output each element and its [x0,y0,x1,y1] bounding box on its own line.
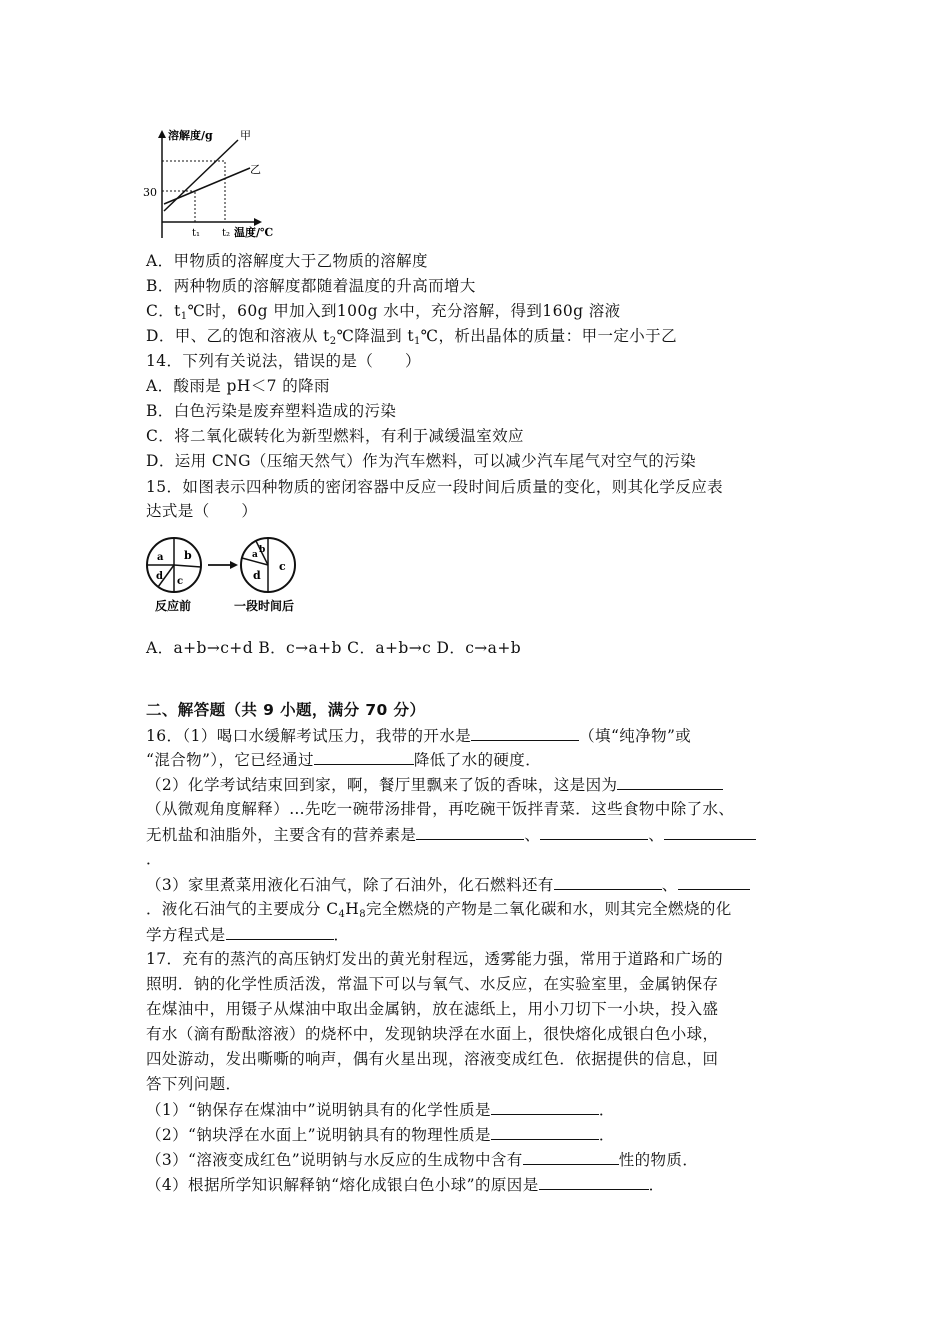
q16-l9-tail: ． [333,926,350,944]
solubility-graph [140,126,290,246]
q16-line3 [146,773,723,796]
q16-blank-9[interactable] [226,923,334,940]
q13-option-c [146,300,621,328]
q16-line4: （从微观角度解释）…先吃一碗带汤排骨，再吃碗干饭拌青菜．这些食物中除了水、 [146,800,735,818]
q13-option-d-mid: ℃降温到 t [336,327,414,345]
q16-line7 [146,873,750,896]
pie-before-c: c [177,576,184,587]
q13-option-c-post: ℃时，60g 甲加入到100g 水中，充分溶解，得到160g 溶液 [187,302,621,320]
y-axis-label: 溶解度/g [168,129,213,142]
x-axis-label: 温度/℃ [234,226,274,239]
q17-s1-end: ． [598,1101,615,1119]
q16-line8 [146,898,732,926]
q16-l1-text: 16．（1）喝口水缓解考试压力，我带的开水是 [146,727,472,745]
q16-blank-3[interactable] [617,773,723,790]
pie-after-b: b [259,545,266,555]
q16-line5 [146,823,756,846]
q14-option-a: A．酸雨是 pH＜7 的降雨 [146,377,330,395]
q16-line6: ． [146,850,162,868]
q15-stem-line2: 达式是（ ） [146,502,258,520]
pie-before-a: a [157,552,164,563]
q16-l9-text: 学方程式是 [146,926,226,944]
q16-l2-text: “混合物”），它已经通过 [146,751,314,769]
q13-option-d-sub1: 2 [329,336,337,347]
q17-s2-end: ． [598,1126,615,1144]
pie-after-c: c [279,560,286,573]
y-tick-30: 30 [143,186,157,199]
q17-s3-tail: 性的物质． [618,1151,699,1169]
q16-sep-3: 、 [661,876,678,894]
pie-after-caption: 一段时间后 [234,599,295,613]
x-tick-t2: t₂ [222,228,231,239]
q15-pie-figure [144,533,314,615]
pie-before-b: b [184,549,192,562]
pie-before-d: d [156,571,163,582]
q13-option-c-sub: 1 [180,311,188,322]
q13-option-d-pre: D．甲、乙的饱和溶液从 t [146,327,330,345]
q17-s4-text: （4）根据所学知识解释钠“熔化成银白色小球”的原因是 [146,1176,539,1194]
q16-blank-1[interactable] [471,724,579,741]
q17-blank-2[interactable] [491,1123,599,1140]
q16-l8-sub2: 8 [359,909,366,920]
q16-blank-5[interactable] [540,823,648,840]
q17-sub-1 [146,1098,615,1121]
q16-l3-text: （2）化学考试结束回到家，啊，餐厅里飘来了饭的香味，这是因为 [146,776,618,794]
q16-blank-8[interactable] [678,873,750,890]
q13-option-d-sub2: 1 [413,336,421,347]
q16-line1 [146,724,691,747]
q16-sep-1: 、 [524,826,541,844]
q16-blank-2[interactable] [314,748,414,765]
q17-blank-1[interactable] [491,1098,599,1115]
q14-option-d: D．运用 CNG（压缩天然气）作为汽车燃料，可以减少汽车尾气对空气的污染 [146,452,697,470]
q17-para-6: 答下列问题． [146,1075,242,1093]
q17-para-1: 17．充有的蒸汽的高压钠灯发出的黄光射程远，透雾能力强，常用于道路和广场的 [146,950,724,968]
q13-option-d-post: ℃，析出晶体的质量：甲一定小于乙 [420,327,677,345]
q17-sub-3 [146,1148,698,1171]
q13-option-c-pre: C．t [146,302,181,320]
q13-option-b: B．两种物质的溶解度都随着温度的升高而增大 [146,277,476,295]
q17-blank-3[interactable] [523,1148,619,1165]
q16-l8-h: H [345,900,360,918]
pie-after-a: a [252,550,258,560]
curve-b [164,168,250,204]
q14-stem: 14．下列有关说法，错误的是（ ） [146,352,421,370]
q17-s1-text: （1）“钠保存在煤油中”说明钠具有的化学性质是 [146,1101,491,1119]
q15-stem-line1: 15．如图表示四种物质的密闭容器中反应一段时间后质量的变化，则其化学反应表 [146,478,724,496]
q17-blank-4[interactable] [539,1173,649,1190]
q16-blank-7[interactable] [554,873,662,890]
q17-s4-end: ． [648,1176,665,1194]
q16-l8-text: ．液化石油气的主要成分 C [146,900,339,918]
x-axis-arrow-icon [254,218,262,226]
q16-l8-sub1: 4 [338,909,346,920]
arrow-head-icon [230,561,238,569]
series-a-label: 甲 [240,129,251,142]
pie-before-caption: 反应前 [155,599,192,613]
pie-after-d: d [253,569,261,582]
series-b-label: 乙 [250,163,261,176]
q16-l7-text: （3）家里煮菜用液化石油气，除了石油外，化石燃料还有 [146,876,554,894]
q16-l2-tail: 降低了水的硬度． [413,751,542,769]
q16-sep-2: 、 [648,826,665,844]
q14-option-c: C．将二氧化碳转化为新型燃料，有利于减缓温室效应 [146,427,524,445]
q16-l8-tail: 完全燃烧的产物是二氧化碳和水，则其完全燃烧的化 [365,900,732,918]
q17-s2-text: （2）“钠块浮在水面上”说明钠具有的物理性质是 [146,1126,491,1144]
q17-para-2: 照明．钠的化学性质活泼，常温下可以与氧气、水反应，在实验室里，金属钠保存 [146,975,719,993]
q16-blank-6[interactable] [664,823,756,840]
y-axis-arrow-icon [158,130,166,138]
q16-blank-4[interactable] [416,823,524,840]
q13-option-d [146,325,677,353]
section2-title: 二、解答题（共 9 小题，满分 70 分） [146,701,426,719]
q17-s3-text: （3）“溶液变成红色”说明钠与水反应的生成物中含有 [146,1151,523,1169]
q17-para-3: 在煤油中，用镊子从煤油中取出金属钠，放在滤纸上，用小刀切下一小块，投入盛 [146,1000,719,1018]
x-tick-t1: t₁ [192,228,201,239]
curve-a [164,140,238,211]
q17-sub-4 [146,1173,665,1196]
q14-option-b: B．白色污染是废弃塑料造成的污染 [146,402,397,420]
q16-line9 [146,923,349,946]
q17-para-5: 四处游动，发出嘶嘶的响声，偶有火星出现，溶液变成红色．依据提供的信息，回 [146,1050,719,1068]
q17-sub-2 [146,1123,615,1146]
q17-para-4: 有水（滴有酚酞溶液）的烧杯中，发现钠块浮在水面上，很快熔化成银白色小球， [146,1025,719,1043]
q13-option-a: A．甲物质的溶解度大于乙物质的溶解度 [146,252,428,270]
q16-l1-tail: （填“纯净物”或 [579,727,692,745]
q16-line2 [146,748,541,771]
q15-options: A．a+b→c+d B．c→a+b C．a+b→c D．c→a+b [146,639,522,657]
q16-l5-text: 无机盐和油脂外，主要含有的营养素是 [146,826,417,844]
